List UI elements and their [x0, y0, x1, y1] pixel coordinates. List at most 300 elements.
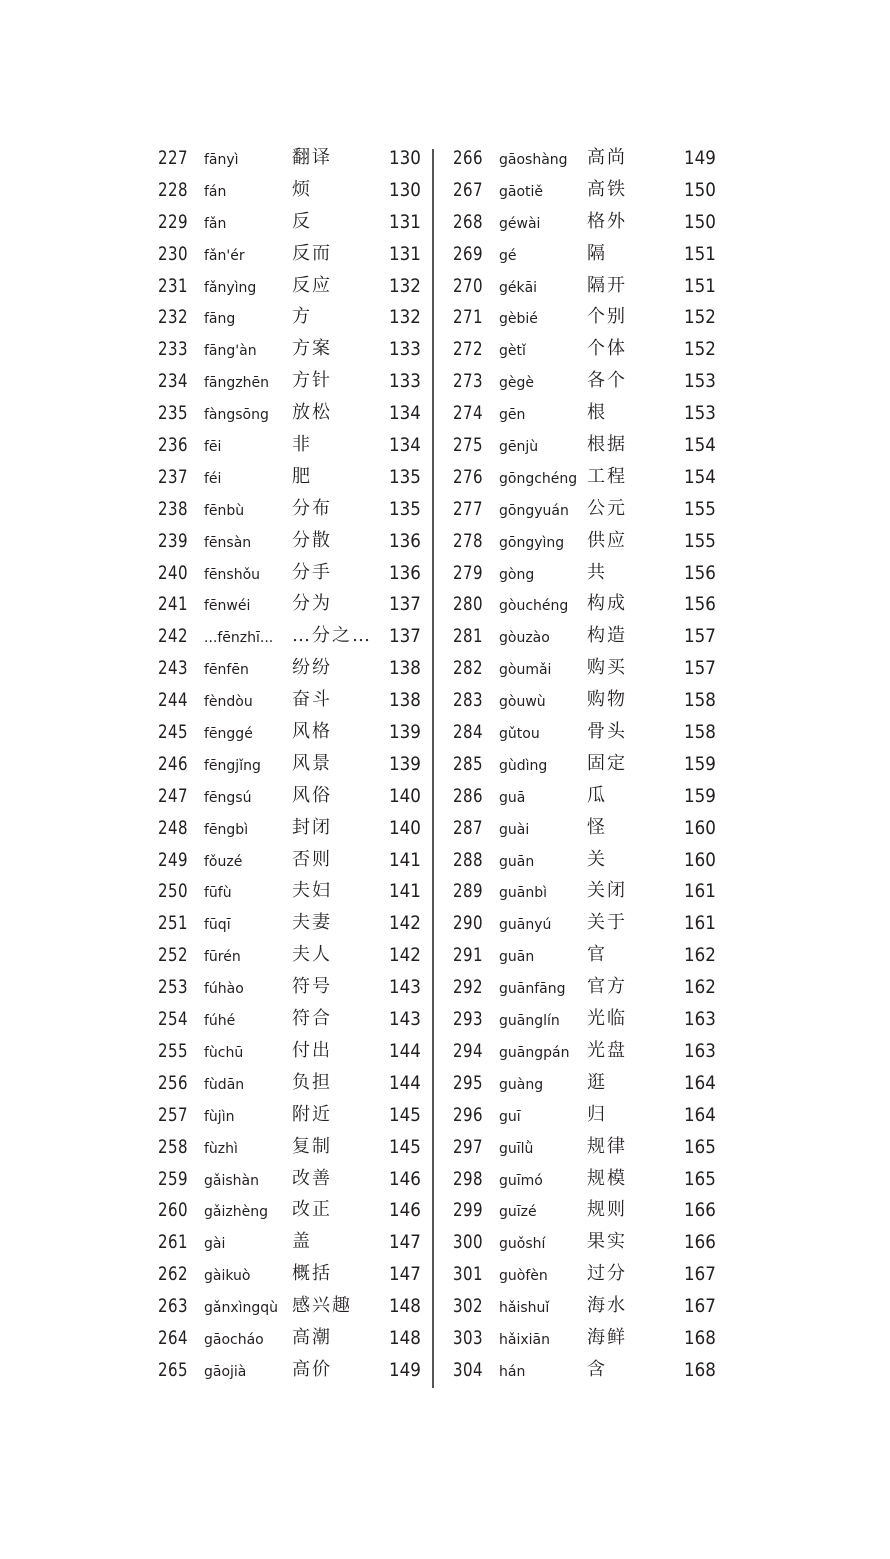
- entry-pinyin: guānbì: [499, 885, 547, 902]
- entry-pinyin: fùdān: [204, 1076, 245, 1093]
- index-entry: [453, 588, 743, 620]
- index-entry: [158, 1354, 448, 1386]
- index-entry: [158, 1290, 448, 1322]
- index-entry: [158, 620, 448, 652]
- entry-hanzi: 关闭: [587, 880, 627, 902]
- index-entry: [453, 1194, 743, 1226]
- index-entry: [453, 971, 743, 1003]
- entry-hanzi: 符合: [292, 1008, 332, 1030]
- entry-hanzi: 归: [587, 1103, 607, 1125]
- entry-pinyin: gèbié: [499, 311, 538, 328]
- entry-number: 243: [158, 657, 189, 680]
- entry-pinyin: gāocháo: [204, 1331, 264, 1348]
- entry-pinyin: fēnsàn: [204, 534, 252, 551]
- entry-hanzi: 格外: [587, 210, 627, 232]
- index-entry: [453, 1226, 743, 1258]
- entry-number: 248: [158, 816, 189, 839]
- entry-page-number: 155: [684, 497, 716, 520]
- entry-pinyin: fūfù: [204, 885, 232, 902]
- entry-page-number: 151: [684, 242, 716, 265]
- entry-pinyin: guīlǜ: [499, 1140, 534, 1157]
- index-entry: [158, 971, 448, 1003]
- entry-hanzi: 含: [587, 1358, 607, 1380]
- entry-number: 284: [453, 721, 484, 744]
- entry-hanzi: 规则: [587, 1199, 627, 1221]
- index-entry: [158, 301, 448, 333]
- entry-pinyin: guǒshí: [499, 1236, 546, 1253]
- entry-page-number: 133: [389, 370, 421, 393]
- entry-pinyin: fēnbù: [204, 502, 245, 519]
- entry-pinyin: fāng: [204, 311, 236, 328]
- index-entry: [453, 301, 743, 333]
- entry-number: 289: [453, 880, 484, 903]
- entry-hanzi: 改正: [292, 1199, 332, 1221]
- entry-page-number: 146: [389, 1167, 421, 1190]
- entry-page-number: 135: [389, 465, 421, 488]
- entry-number: 296: [453, 1103, 484, 1126]
- entry-number: 264: [158, 1326, 189, 1349]
- entry-page-number: 156: [684, 561, 716, 584]
- entry-page-number: 154: [684, 434, 716, 457]
- index-entry: [453, 1354, 743, 1386]
- entry-hanzi: 风格: [292, 721, 332, 743]
- right-index-column: [453, 142, 743, 1386]
- entry-number: 279: [453, 561, 484, 584]
- entry-pinyin: guīmó: [499, 1172, 543, 1189]
- entry-page-number: 148: [389, 1326, 421, 1349]
- entry-number: 252: [158, 944, 189, 967]
- entry-hanzi: 海水: [587, 1295, 627, 1317]
- entry-number: 262: [158, 1263, 189, 1286]
- entry-page-number: 151: [684, 274, 716, 297]
- entry-pinyin: fānyì: [204, 152, 239, 168]
- entry-hanzi: 工程: [587, 465, 627, 487]
- entry-number: 290: [453, 912, 484, 935]
- entry-number: 280: [453, 593, 484, 616]
- entry-pinyin: guānfāng: [499, 981, 566, 998]
- entry-pinyin: gǎishàn: [204, 1172, 259, 1189]
- entry-hanzi: 放松: [292, 402, 332, 424]
- left-index-column: [158, 142, 448, 1386]
- entry-page-number: 139: [389, 721, 421, 744]
- entry-pinyin: gùdìng: [499, 757, 548, 774]
- entry-hanzi: 关于: [587, 912, 627, 934]
- entry-page-number: 138: [389, 657, 421, 680]
- entry-hanzi: 翻译: [292, 147, 332, 168]
- entry-page-number: 134: [389, 402, 421, 425]
- entry-page-number: 137: [389, 625, 421, 648]
- entry-hanzi: 封闭: [292, 816, 332, 838]
- entry-page-number: 147: [389, 1231, 421, 1254]
- entry-pinyin: fúhé: [204, 1013, 236, 1030]
- entry-page-number: 138: [389, 689, 421, 712]
- entry-page-number: 149: [684, 147, 716, 169]
- entry-page-number: 167: [684, 1295, 716, 1318]
- entry-hanzi: 瓜: [587, 784, 607, 806]
- index-entry: [453, 812, 743, 844]
- entry-number: 232: [158, 306, 189, 329]
- entry-hanzi: 关: [587, 848, 607, 870]
- entry-pinyin: fǎn: [204, 215, 227, 232]
- entry-pinyin: fūrén: [204, 949, 241, 966]
- entry-number: 269: [453, 242, 484, 265]
- entry-page-number: 142: [389, 944, 421, 967]
- entry-hanzi: 骨头: [587, 721, 627, 743]
- entry-pinyin: guān: [499, 853, 535, 870]
- entry-page-number: 130: [389, 178, 421, 201]
- entry-number: 267: [453, 178, 484, 201]
- entry-hanzi: 否则: [292, 848, 332, 870]
- entry-page-number: 149: [389, 1358, 421, 1381]
- index-entry: [158, 525, 448, 557]
- entry-number: 294: [453, 1039, 484, 1062]
- entry-page-number: 146: [389, 1199, 421, 1222]
- entry-page-number: 150: [684, 178, 716, 201]
- entry-number: 283: [453, 689, 484, 712]
- entry-hanzi: 改善: [292, 1167, 332, 1189]
- entry-pinyin: gōngyìng: [499, 534, 565, 551]
- entry-page-number: 161: [684, 912, 716, 935]
- entry-pinyin: gōngyuán: [499, 502, 569, 519]
- entry-number: 261: [158, 1231, 189, 1254]
- index-entry: [158, 907, 448, 939]
- entry-hanzi: 隔开: [587, 274, 627, 296]
- index-entry: [158, 333, 448, 365]
- entry-number: 268: [453, 210, 484, 233]
- entry-pinyin: gòuwù: [499, 694, 546, 711]
- entry-number: 298: [453, 1167, 484, 1190]
- entry-pinyin: gēn: [499, 407, 526, 424]
- entry-hanzi: 光盘: [587, 1039, 627, 1061]
- entry-page-number: 159: [684, 784, 716, 807]
- entry-number: 274: [453, 402, 484, 425]
- entry-hanzi: 隔: [587, 242, 607, 264]
- entry-page-number: 142: [389, 912, 421, 935]
- index-entry: [453, 1131, 743, 1163]
- entry-hanzi: 官: [587, 944, 607, 966]
- entry-pinyin: guài: [499, 821, 530, 838]
- entry-number: 286: [453, 784, 484, 807]
- entry-number: 278: [453, 529, 484, 552]
- entry-page-number: 166: [684, 1199, 716, 1222]
- entry-page-number: 134: [389, 434, 421, 457]
- entry-number: 244: [158, 689, 189, 712]
- entry-page-number: 159: [684, 752, 716, 775]
- entry-hanzi: 光临: [587, 1008, 627, 1030]
- entry-pinyin: gòng: [499, 566, 535, 583]
- entry-pinyin: guīzé: [499, 1204, 537, 1221]
- entry-hanzi: 个体: [587, 338, 627, 360]
- entry-pinyin: guānyú: [499, 917, 552, 934]
- index-entry: [453, 1003, 743, 1035]
- index-entry: [158, 1131, 448, 1163]
- entry-pinyin: géwài: [499, 215, 541, 232]
- entry-pinyin: guòfèn: [499, 1268, 548, 1285]
- entry-pinyin: fēnshǒu: [204, 566, 261, 583]
- entry-pinyin: fǎnyìng: [204, 279, 257, 296]
- index-entry: [453, 206, 743, 238]
- entry-page-number: 163: [684, 1008, 716, 1031]
- entry-hanzi: 概括: [292, 1263, 332, 1285]
- column-divider: [432, 149, 434, 1388]
- entry-page-number: 131: [389, 210, 421, 233]
- entry-pinyin: guāngpán: [499, 1044, 570, 1061]
- entry-pinyin: fèndòu: [204, 694, 253, 711]
- entry-hanzi: …分之…: [292, 625, 372, 647]
- index-entry: [158, 652, 448, 684]
- entry-pinyin: guàng: [499, 1076, 544, 1093]
- entry-page-number: 141: [389, 880, 421, 903]
- entry-hanzi: 符号: [292, 976, 332, 998]
- entry-number: 259: [158, 1167, 189, 1190]
- index-entry: [158, 780, 448, 812]
- entry-number: 292: [453, 976, 484, 999]
- index-entry: [453, 270, 743, 302]
- entry-page-number: 144: [389, 1071, 421, 1094]
- index-entry: [158, 365, 448, 397]
- entry-hanzi: 感兴趣: [292, 1295, 352, 1317]
- index-entry: [453, 333, 743, 365]
- entry-pinyin: fēngsú: [204, 789, 252, 806]
- entry-pinyin: fǎn'ér: [204, 247, 245, 264]
- entry-hanzi: 规模: [587, 1167, 627, 1189]
- entry-number: 231: [158, 274, 189, 297]
- entry-hanzi: 分布: [292, 497, 332, 519]
- entry-page-number: 162: [684, 944, 716, 967]
- index-entry: [453, 525, 743, 557]
- entry-hanzi: 高铁: [587, 178, 627, 200]
- entry-pinyin: guī: [499, 1108, 521, 1125]
- index-entry: [453, 365, 743, 397]
- entry-page-number: 155: [684, 529, 716, 552]
- entry-page-number: 158: [684, 689, 716, 712]
- entry-page-number: 153: [684, 402, 716, 425]
- entry-number: 241: [158, 593, 189, 616]
- index-entry: [453, 716, 743, 748]
- entry-number: 271: [453, 306, 484, 329]
- entry-page-number: 140: [389, 784, 421, 807]
- entry-page-number: 167: [684, 1263, 716, 1286]
- entry-page-number: 166: [684, 1231, 716, 1254]
- entry-hanzi: 纷纷: [292, 657, 332, 679]
- entry-pinyin: guānglín: [499, 1013, 560, 1030]
- entry-number: 238: [158, 497, 189, 520]
- entry-hanzi: 方: [292, 306, 312, 328]
- entry-number: 300: [453, 1231, 484, 1254]
- index-entry: [158, 588, 448, 620]
- entry-pinyin: gāotiě: [499, 183, 544, 200]
- entry-page-number: 168: [684, 1326, 716, 1349]
- index-entry: [453, 620, 743, 652]
- entry-page-number: 153: [684, 370, 716, 393]
- entry-number: 235: [158, 402, 189, 425]
- entry-page-number: 136: [389, 529, 421, 552]
- entry-hanzi: 盖: [292, 1231, 312, 1253]
- entry-page-number: 164: [684, 1103, 716, 1126]
- entry-pinyin: gài: [204, 1236, 226, 1253]
- entry-hanzi: 根: [587, 402, 607, 424]
- index-entry: [453, 461, 743, 493]
- entry-page-number: 160: [684, 848, 716, 871]
- entry-hanzi: 固定: [587, 752, 627, 774]
- entry-hanzi: 分手: [292, 561, 332, 583]
- index-entry: [158, 1194, 448, 1226]
- entry-pinyin: gēnjù: [499, 439, 539, 456]
- index-entry: [158, 1003, 448, 1035]
- entry-number: 299: [453, 1199, 484, 1222]
- entry-hanzi: 复制: [292, 1135, 332, 1157]
- entry-hanzi: 官方: [587, 976, 627, 998]
- entry-pinyin: fán: [204, 183, 227, 200]
- entry-page-number: 152: [684, 338, 716, 361]
- entry-number: 228: [158, 178, 189, 201]
- index-entry: [453, 1322, 743, 1354]
- entry-number: 260: [158, 1199, 189, 1222]
- index-entry: [453, 748, 743, 780]
- entry-pinyin: gòuzào: [499, 630, 550, 647]
- entry-pinyin: fēnfēn: [204, 662, 249, 679]
- entry-page-number: 136: [389, 561, 421, 584]
- entry-pinyin: hán: [499, 1363, 526, 1380]
- entry-pinyin: gègè: [499, 375, 534, 392]
- entry-pinyin: gàikuò: [204, 1268, 251, 1285]
- entry-page-number: 140: [389, 816, 421, 839]
- entry-number: 256: [158, 1071, 189, 1094]
- entry-hanzi: 供应: [587, 529, 627, 551]
- entry-pinyin: fùjìn: [204, 1108, 235, 1125]
- entry-number: 247: [158, 784, 189, 807]
- entry-number: 277: [453, 497, 484, 520]
- index-entry: [453, 1099, 743, 1131]
- entry-pinyin: fēnggé: [204, 726, 253, 743]
- entry-page-number: 139: [389, 752, 421, 775]
- entry-pinyin: fēngjǐng: [204, 757, 261, 774]
- index-entry: [158, 238, 448, 270]
- index-entry: [158, 716, 448, 748]
- entry-page-number: 132: [389, 274, 421, 297]
- index-entry: [158, 1067, 448, 1099]
- entry-number: 287: [453, 816, 484, 839]
- entry-hanzi: 个别: [587, 306, 627, 328]
- entry-hanzi: 规律: [587, 1135, 627, 1157]
- index-entry: [158, 812, 448, 844]
- entry-hanzi: 过分: [587, 1263, 627, 1285]
- entry-number: 302: [453, 1295, 484, 1318]
- entry-page-number: 163: [684, 1039, 716, 1062]
- entry-number: 239: [158, 529, 189, 552]
- entry-number: 253: [158, 976, 189, 999]
- entry-page-number: 162: [684, 976, 716, 999]
- entry-number: 240: [158, 561, 189, 584]
- entry-number: 285: [453, 752, 484, 775]
- entry-number: 275: [453, 434, 484, 457]
- entry-pinyin: fùchū: [204, 1044, 244, 1061]
- entry-number: 297: [453, 1135, 484, 1158]
- entry-page-number: 165: [684, 1167, 716, 1190]
- entry-hanzi: 构成: [587, 593, 627, 615]
- entry-number: 249: [158, 848, 189, 871]
- entry-hanzi: 海鲜: [587, 1326, 627, 1348]
- entry-pinyin: gāoshàng: [499, 152, 568, 168]
- entry-hanzi: 高尚: [587, 147, 627, 168]
- entry-pinyin: fēnwéi: [204, 598, 251, 615]
- entry-hanzi: 反而: [292, 242, 332, 264]
- index-entry: [453, 557, 743, 589]
- entry-hanzi: 方案: [292, 338, 332, 360]
- entry-number: 246: [158, 752, 189, 775]
- entry-number: 270: [453, 274, 484, 297]
- entry-pinyin: gǎnxìngqù: [204, 1300, 279, 1317]
- entry-number: 263: [158, 1295, 189, 1318]
- entry-pinyin: gāojià: [204, 1363, 247, 1380]
- entry-hanzi: 方针: [292, 370, 332, 392]
- entry-number: 233: [158, 338, 189, 361]
- entry-pinyin: ...fēnzhī...: [204, 630, 274, 647]
- entry-pinyin: fúhào: [204, 981, 244, 998]
- entry-number: 236: [158, 434, 189, 457]
- index-entry: [453, 493, 743, 525]
- index-entry: [158, 270, 448, 302]
- entry-page-number: 141: [389, 848, 421, 871]
- index-entry: [453, 939, 743, 971]
- entry-pinyin: gōngchéng: [499, 470, 578, 487]
- index-entry: [158, 206, 448, 238]
- entry-hanzi: 购物: [587, 689, 627, 711]
- entry-hanzi: 高潮: [292, 1326, 332, 1348]
- entry-page-number: 150: [684, 210, 716, 233]
- entry-hanzi: 购买: [587, 657, 627, 679]
- entry-hanzi: 公元: [587, 497, 627, 519]
- entry-number: 303: [453, 1326, 484, 1349]
- index-entry: [453, 174, 743, 206]
- index-entry: [158, 557, 448, 589]
- entry-number: 237: [158, 465, 189, 488]
- entry-pinyin: fāng'àn: [204, 343, 257, 360]
- entry-number: 242: [158, 625, 189, 648]
- entry-pinyin: féi: [204, 470, 222, 487]
- entry-number: 254: [158, 1008, 189, 1031]
- entry-pinyin: fēngbì: [204, 821, 249, 838]
- entry-hanzi: 反应: [292, 274, 332, 296]
- entry-hanzi: 负担: [292, 1071, 332, 1093]
- entry-hanzi: 烦: [292, 178, 312, 200]
- index-entry: [158, 1035, 448, 1067]
- entry-hanzi: 风俗: [292, 784, 332, 806]
- entry-number: 304: [453, 1358, 484, 1381]
- entry-number: 301: [453, 1263, 484, 1286]
- entry-number: 273: [453, 370, 484, 393]
- entry-number: 272: [453, 338, 484, 361]
- entry-number: 245: [158, 721, 189, 744]
- entry-pinyin: fǒuzé: [204, 853, 243, 870]
- entry-pinyin: gé: [499, 247, 517, 264]
- entry-page-number: 145: [389, 1135, 421, 1158]
- entry-page-number: 143: [389, 1008, 421, 1031]
- entry-pinyin: fāngzhēn: [204, 375, 269, 392]
- entry-page-number: 130: [389, 147, 421, 169]
- entry-hanzi: 奋斗: [292, 689, 332, 711]
- entry-pinyin: gòumǎi: [499, 662, 552, 679]
- entry-number: 293: [453, 1008, 484, 1031]
- entry-number: 229: [158, 210, 189, 233]
- entry-number: 258: [158, 1135, 189, 1158]
- entry-page-number: 157: [684, 657, 716, 680]
- index-entry: [453, 844, 743, 876]
- entry-hanzi: 夫人: [292, 944, 332, 966]
- index-entry: [158, 461, 448, 493]
- index-entry: [453, 397, 743, 429]
- index-entry: [453, 1163, 743, 1195]
